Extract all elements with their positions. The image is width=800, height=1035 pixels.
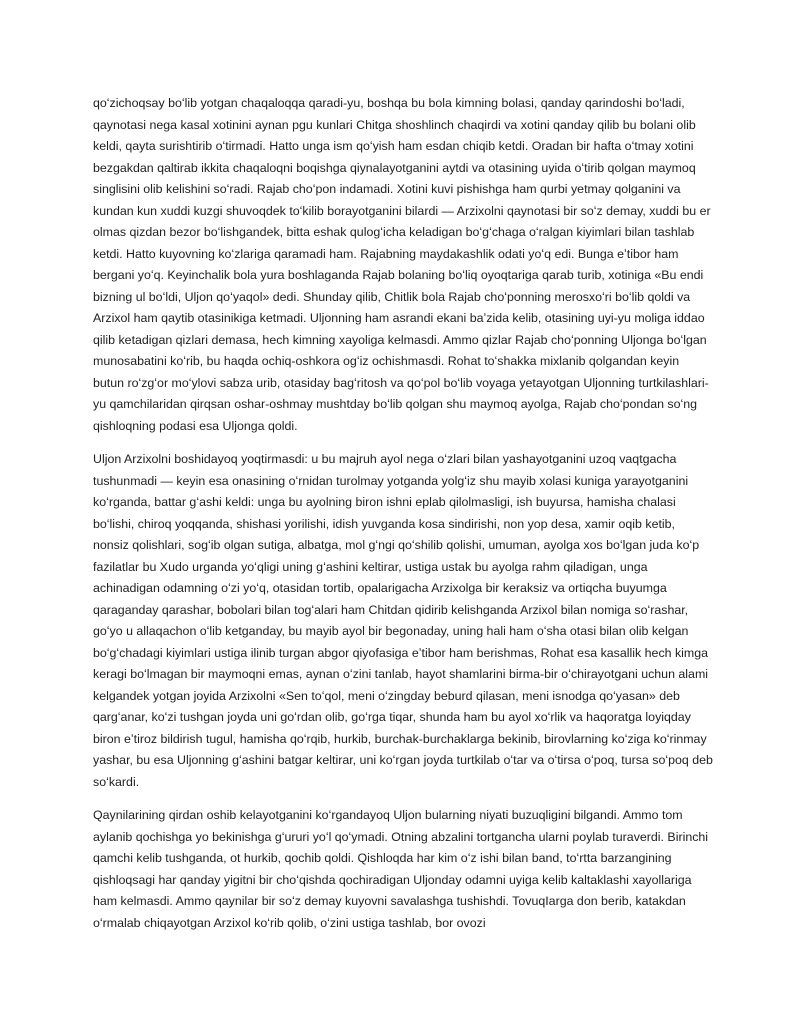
document-body — [93, 93, 713, 946]
paragraph: qoʻzichoqsay boʻlib yotgan chaqaloqqa qaradi-yu, boshqa bu bola kimning bolasi, qanday qarindoshi boʻladi, qaynotasi nega kasal xotinini aynan pgu kunlari Chitga shoshlinch chaqirdi va xotini qanday qilib bu bolani olib keldi, qayta surishtirib oʻtirmadi. Hatto unga ism qoʻyish ham esdan chiqib ketdi. Oradan bir hafta oʻtmay xotini bezgakdan qaltirab ikkita chaqaloqni boqishga qiynalayotganini aytdi va otasining uyida oʻtirib qolgan maymoq singlisini olib kelishini soʻradi. Rajab choʻpon indamadi. Xotini kuvi pishishga ham qurbi yetmay qolganini va kundan kun xuddi kuzgi shuvoqdek toʻkilib borayotganini bilardi — Arzixolni qaynotasi bir soʻz demay, xuddi bu er olmas qizdan bezor boʻlishgandek, bitta eshak qulogʻicha keladigan boʻgʻchaga oʻralgan kiyimlari bilan tashlab ketdi. Hatto kuyovning koʻzlariga qaramadi ham. Rajabning maydakashlik odati yoʻq edi. Bunga eʼtibor ham bergani yoʻq. Keyinchalik bola yura boshlaganda Rajab bolaning boʻliq oyoqtariga qarab turib, xotiniga «Bu endi bizning ul boʻldi, Uljon qoʻyaqol» dedi. Shunday qilib, Chitlik bola Rajab choʻponning merosxoʻri boʻlib qoldi va Arzixol ham qaytib otasinikiga ketmadi. Uljonning ham asrandi ekani baʼzida kelib, otasining uyi-yu moliga iddao qilib ketadigan qizlari demasa, hech kimning xayoliga kelmasdi. Ammo qizlar Rajab choʻponning Uljonga boʻlgan munosabatini koʻrib, bu haqda ochiq-oshkora ogʻiz ochishmasdi. Rohat toʻshakka mixlanib qolgandan keyin butun roʻzgʻor moʻylovi sabza urib, otasiday bagʻritosh va qoʻpol boʻlib voyaga yetayotgan Uljonning turtkilashlari- yu qamchilaridan qirqsan oshar-oshmay mushtday boʻlib qolgan shu maymoq ayolga, Rajab choʻpondan soʻng qishloqning podasi esa Uljonga qoldi. — [93, 96, 711, 433]
paragraph: Uljon Arzixolni boshidayoq yoqtirmasdi: u bu majruh ayol nega oʻzlari bilan yashayotganini uzoq vaqtgacha tushunmadi — keyin esa onasining oʻrnidan turolmay yotganda yolgʻiz shu mayib xolasi kuniga yarayotganini koʻrganda, battar gʻashi keldi: unga bu ayolning biron ishni eplab qilolmasligi, ish buyursa, hamisha chalasi boʻlishi, chiroq yoqqanda, shishasi yorilishi, idish yuvganda kosa sindirishi, non yop desa, xamir oqib ketib, nonsiz qolishlari, sogʻib olgan sutiga, albatga, mol gʻngi qoʻshilib qolishi, umuman, ayolga xos boʻlgan juda koʻp fazilatlar bu Xudo urganda yoʻqligi uning gʻashini keltirar, ustiga ustak bu ayolga rahm qiladigan, unga achinadigan odamning oʻzi yoʻq, otasidan tortib, opalarigacha Arzixolga bir keraksiz va ortiqcha buyumga qaraganday qarashar, bobolari bilan togʻalari ham Chitdan qidirib kelishganda Arzixol bilan nomiga soʻrashar, goʻyo u allaqachon oʻlib ketganday, bu mayib ayol bir begonaday, uning hali ham oʻsha otasi bilan olib kelgan boʻgʻchadagi kiyimlari ustiga ilinib turgan abgor qiyofasiga eʼtibor ham berishmas, Rohat esa kasallik hech kimga keragi boʻlmagan bir maymoqni emas, aynan oʻzini tanlab, hayot shamlarini birma-bir oʻchirayotgani uchun alami kelgandek yotgan joyida Arzixolni «Sen toʻqol, meni oʻzingday beburd qilasan, meni isnodga qoʻyasan» deb qargʻanar, koʻzi tushgan joyda uni goʻrdan olib, goʻrga tiqar, shunda ham bu ayol xoʻrlik va haqoratga loyiqday biron eʼtiroz bildirish tugul, hamisha qoʻrqib, hurkib, burchak-burchaklarga bekinib, birovlarning koʻziga koʻrinmay yashar, bu esa Uljonning gʻashini batgar keltirar, uni koʻrgan joyda turtkilab oʻtar va oʻtirsa oʻpoq, tursa soʻpoq deb soʻkardi. — [93, 452, 713, 789]
paragraph: Qaynilarining qirdan oshib kelayotganini koʻrgandayoq Uljon bularning niyati buzuqligini bilgandi. Ammo tom aylanib qochishga yo bekinishga gʻururi yoʻl qoʻymadi. Otning abzalini tortgancha ularni poylab turaverdi. Birinchi qamchi kelib tushganda, ot hurkib, qochib qoldi. Qishloqda har kim oʻz ishi bilan band, toʻrtta barzangining qishloqsagi har qanday yigitni bir choʻqishda qochiradigan Uljonday odamni uyiga kelib kaltaklashi xayollariga ham kelmasdi. Ammo qaynilar bir soʻz demay kuyovni savalashga tushishdi. TovuqIarga don berib, katakdan oʻrmalab chiqayotgan Arzixol koʻrib qolib, oʻzini ustiga tashlab, bor ovozi — [93, 808, 709, 930]
